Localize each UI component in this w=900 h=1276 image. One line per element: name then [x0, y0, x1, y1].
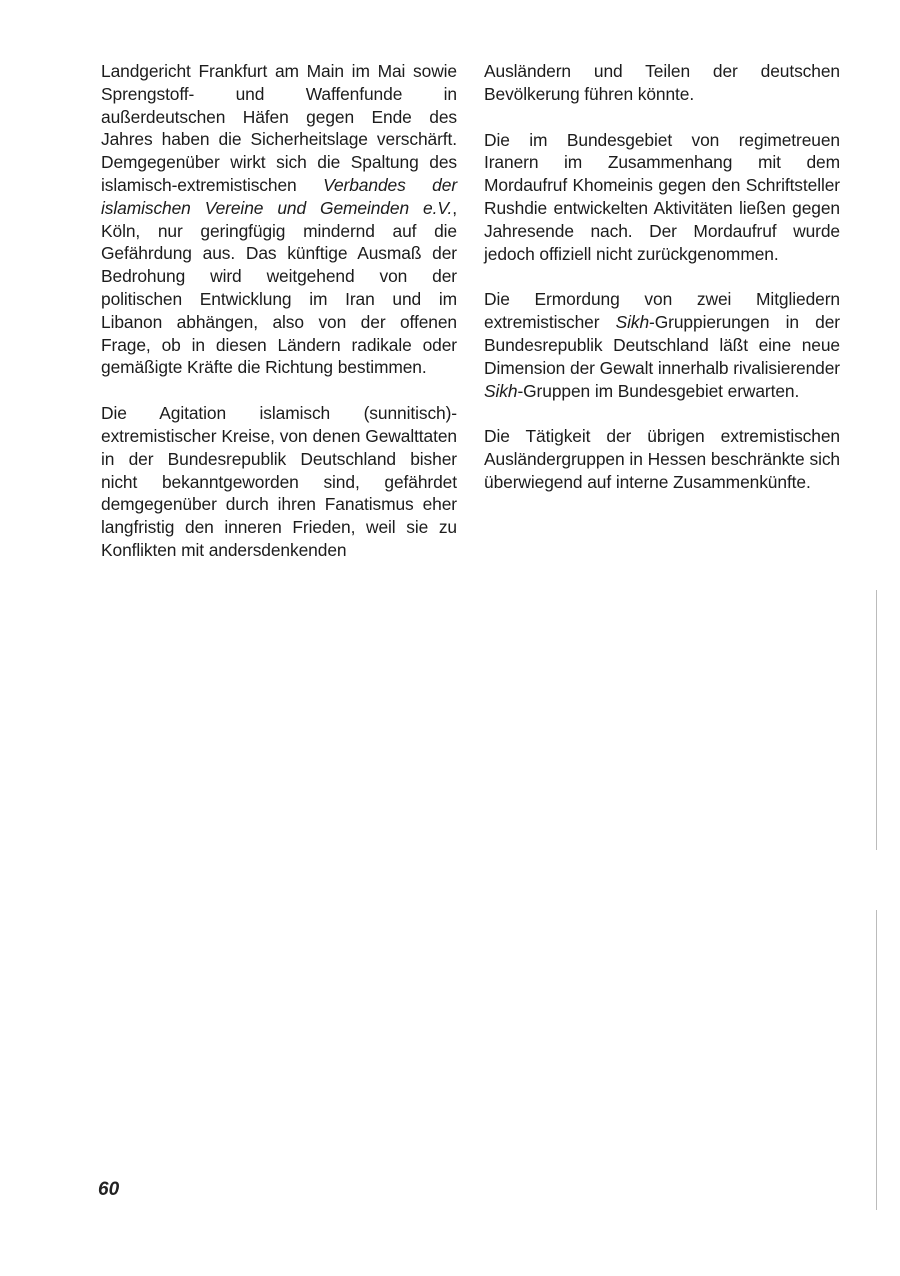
paragraph — [484, 288, 840, 402]
paragraph — [101, 402, 457, 562]
text-segment: Die Ermordung von zwei Mitgliedern extremistischer — [484, 289, 840, 333]
paragraph — [484, 129, 840, 266]
paragraph — [101, 60, 457, 379]
left-column — [101, 60, 457, 585]
italic-text: Verbandes der islamischen Vereine und Gemeinden e.V. — [101, 174, 458, 218]
text-segment: , Köln, nur geringfügig mindernd auf die Gefährdung aus. Das künftige Ausmaß der Bedrohung wird weitgehend von der politischen Entwicklung im Iran und im Libanon abhängen, also von der offenen Frage, ob in diesen Ländern radikale oder gemäßigte Kräfte die Richtung bestimmen. — [101, 197, 457, 378]
text-segment: Die Tätigkeit der übrigen extremistischen Ausländergruppen in Hessen beschränkte sich überwiegend auf interne Zusammenkünfte. — [484, 426, 840, 492]
text-segment: Landgericht Frankfurt am Main im Mai sowie Sprengstoff- und Waffenfunde in außerdeutschen Häfen gegen Ende des Jahres haben die Sicherheitslage verschärft. Demgegenüber wirkt sich die Spaltung des islamisch-extremistischen — [101, 61, 457, 195]
right-column — [484, 60, 840, 517]
scan-speck — [876, 910, 877, 1210]
text-segment: Die im Bundesgebiet von regimetreuen Iranern im Zusammenhang mit dem Mordaufruf Khomeinis gegen den Schriftsteller Rushdie entwickelten Aktivitäten ließen gegen Jahresende nach. Der Mordaufruf wurde jedoch offiziell nicht zurückgenommen. — [484, 129, 840, 264]
text-segment: Die Agitation islamisch (sunnitisch)-extremistischer Kreise, von denen Gewalttaten in der Bundesrepublik Deutschland bisher nicht bekanntgeworden sind, gefährdet demgegenüber durch ihren Fanatismus eher langfristig den inneren Frieden, weil sie zu Konflikten mit andersdenkenden — [101, 403, 457, 560]
italic-text: Sikh — [484, 380, 518, 401]
text-segment: Ausländern und Teilen der deutschen Bevölkerung führen könnte. — [484, 61, 840, 104]
scan-speck — [876, 590, 877, 850]
text-segment: -Gruppierungen in der Bundesrepublik Deutschland läßt eine neue Dimension der Gewalt innerhalb rivalisierender — [484, 312, 840, 378]
text-segment: -Gruppen im Bundesgebiet erwarten. — [517, 380, 800, 401]
paragraph — [484, 425, 840, 493]
paragraph — [484, 60, 840, 106]
italic-text: Sikh — [615, 312, 650, 333]
page-number: 60 — [98, 1179, 120, 1200]
